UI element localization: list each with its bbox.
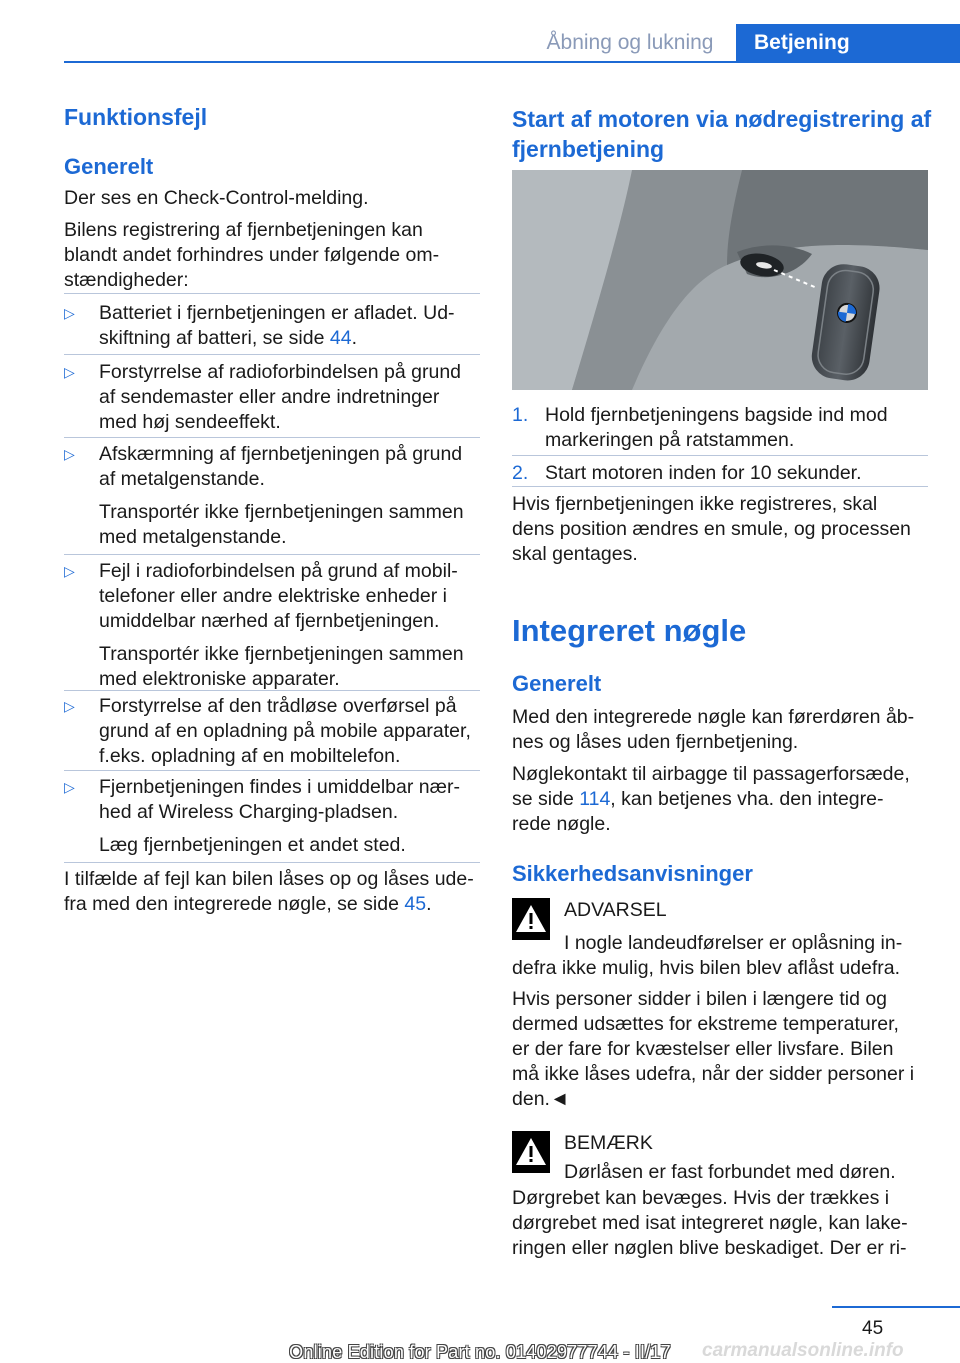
page-link-114[interactable]: 114: [579, 788, 611, 810]
text-line: markeringen på ratstammen.: [545, 429, 795, 451]
airbag-paragraph: [512, 762, 932, 837]
watermark: carmanualsonline.info: [702, 1340, 904, 1361]
section-tab[interactable]: Åbning og lukning: [546, 31, 714, 54]
text-line: [99, 326, 515, 351]
note-block: [512, 1131, 932, 1183]
text-line: umiddelbar nærhed af fjernbetjeningen.: [99, 610, 440, 632]
text-line: grund af en opladning på mobile apparater,: [99, 720, 471, 742]
integrated-key-paragraph: [512, 705, 932, 755]
warning-paragraph: [512, 987, 932, 1112]
list-divider: [64, 554, 480, 555]
list-divider: [64, 690, 480, 691]
text-line: skal gentages.: [512, 543, 638, 565]
text-line: dens position ændres en smule, og processen: [512, 518, 911, 540]
text-line: Bilens registrering af fjernbetjeningen kan: [64, 219, 423, 241]
text-line: Batteriet i fjernbetjeningen er afladet. Ud-: [99, 302, 455, 324]
text-line: er der fare for kvæstelser eller livsfare. Bilen: [512, 1038, 894, 1060]
page-number: 45: [862, 1318, 884, 1339]
list-item: [64, 775, 515, 858]
list-item: [64, 301, 515, 351]
heading-line: Start af motoren via nødregistrering af: [512, 106, 932, 132]
warning-triangle-icon: [512, 1131, 550, 1173]
text-line: med elektroniske apparater.: [99, 668, 340, 690]
text-line: Hvis personer sidder i bilen i længere tid og: [512, 988, 888, 1010]
text-line: Læg fjernbetjeningen et andet sted.: [99, 834, 406, 856]
text-span: se side: [512, 788, 580, 810]
chapter-tab[interactable]: Betjening: [736, 24, 960, 61]
text-line: dørgrebet med isat integreret nøgle, kan lake-: [512, 1212, 908, 1234]
text-line: Dørgrebet kan bevæges. Hvis der trækkes i: [512, 1187, 890, 1209]
text-span: .: [426, 893, 432, 915]
text-line: Start motoren inden for 10 sekunder.: [545, 462, 862, 484]
text-line: Transportér ikke fjernbetjeningen sammen: [99, 501, 464, 523]
edition-footer: Online Edition for Part no. 01402977744 - II/17: [289, 1342, 671, 1362]
steering-column-drawing: [512, 170, 928, 390]
text-line: blandt andet forhindres under følgende om-: [64, 244, 440, 266]
warning-block: [512, 898, 932, 954]
note-paragraph: [512, 1186, 932, 1261]
list-divider: [64, 293, 480, 294]
text-line: hed af Wireless Charging-pladsen.: [99, 801, 399, 823]
text-line: [64, 892, 484, 917]
list-item: [64, 360, 515, 435]
text-line: Hold fjernbetjeningens bagside ind mod: [545, 404, 888, 426]
page-link-44[interactable]: 44: [329, 327, 352, 349]
text-line: [512, 787, 932, 812]
warning-label: ADVARSEL: [564, 899, 667, 921]
text-line: nes og låses uden fjernbetjening.: [512, 731, 799, 753]
text-span: fra med den integrerede nøgle, se side: [64, 893, 405, 915]
text-line: Fejl i radioforbindelsen på grund af mobil-: [99, 560, 458, 582]
triangle-bullet-icon: ▷: [64, 305, 75, 321]
note-label: BEMÆRK: [564, 1132, 653, 1154]
step-number: 2.: [512, 462, 529, 484]
text-span: , kan betjenes vha. den integre-: [610, 788, 884, 810]
heading-safety: Sikkerhedsanvisninger: [512, 861, 753, 886]
text-line: rede nøgle.: [512, 813, 611, 835]
text-line: Forstyrrelse af radioforbindelsen på grund: [99, 361, 462, 383]
text-span: .: [351, 327, 357, 349]
list-item: [64, 694, 515, 769]
text-line: af sendemaster eller andre indretninger: [99, 386, 440, 408]
heading-general: Generelt: [64, 154, 154, 179]
page-link-45[interactable]: 45: [404, 893, 427, 915]
triangle-bullet-icon: ▷: [64, 779, 75, 795]
text-line: telefoner eller andre elektriske enheder i: [99, 585, 447, 607]
text-span: skiftning af batteri, se side: [99, 327, 330, 349]
triangle-bullet-icon: ▷: [64, 563, 75, 579]
triangle-bullet-icon: ▷: [64, 698, 75, 714]
fallback-paragraph: [64, 867, 484, 917]
footer-rule: [832, 1306, 960, 1308]
text-line: f.eks. opladning af en mobiltelefon.: [99, 745, 401, 767]
triangle-bullet-icon: ▷: [64, 446, 75, 462]
intro-paragraph: [64, 218, 480, 293]
text-line: Nøglekontakt til airbagge til passagerforsæde,: [512, 763, 910, 785]
text-line: Fjernbetjeningen findes i umiddelbar nær-: [99, 776, 460, 798]
text-line: Afskærmning af fjernbetjeningen på grund: [99, 443, 463, 465]
warning-triangle-icon: [512, 898, 550, 940]
list-item: [64, 559, 515, 692]
text-line: den.◄: [512, 1088, 570, 1110]
text-line: defra ikke mulig, hvis bilen blev aflåst udefra.: [512, 957, 901, 979]
list-divider: [64, 354, 480, 355]
header-rule: [64, 61, 960, 63]
text-line: med høj sendeeffekt.: [99, 411, 281, 433]
text-line: Forstyrrelse af den trådløse overførsel på: [99, 695, 457, 717]
heading-malfunction: Funktionsfejl: [64, 104, 208, 130]
text-line: stændigheder:: [64, 269, 189, 291]
text-line: Transportér ikke fjernbetjeningen sammen: [99, 643, 464, 665]
list-divider: [64, 770, 480, 771]
text-line: Hvis fjernbetjeningen ikke registreres, skal: [512, 493, 878, 515]
text-line: dermed udsættes for ekstreme temperaturer,: [512, 1013, 899, 1035]
step-number: 1.: [512, 404, 529, 426]
list-item: [512, 403, 960, 453]
list-divider: [64, 437, 480, 438]
text-line: Dørlåsen er fast forbundet med døren.: [564, 1161, 896, 1183]
list-divider: [64, 862, 480, 863]
heading-integrated-key: Integreret nøgle: [512, 613, 747, 648]
list-item: [512, 461, 960, 486]
check-control-text: Der ses en Check-Control-melding.: [64, 187, 369, 209]
retry-paragraph: [512, 492, 932, 567]
text-line: I nogle landeudførelser er oplåsning in-: [564, 932, 903, 954]
heading-line: fjernbetjening: [512, 136, 665, 162]
heading-emergency-start: [512, 104, 932, 164]
list-divider: [512, 486, 928, 487]
list-divider: [512, 455, 928, 456]
text-line: ringen eller nøglen blive beskadiget. Der er ri-: [512, 1237, 907, 1259]
text-line: I tilfælde af fejl kan bilen låses op og låses ude-: [64, 868, 474, 890]
list-item: [64, 442, 515, 550]
text-line: af metalgenstande.: [99, 468, 265, 490]
emergency-detection-illustration: [512, 170, 928, 390]
text-line: må ikke låses udefra, når der sidder personer i: [512, 1063, 915, 1085]
text-line: Med den integrerede nøgle kan førerdøren åb-: [512, 706, 915, 728]
text-line: med metalgenstande.: [99, 526, 287, 548]
heading-general-key: Generelt: [512, 671, 602, 696]
page-header: [0, 0, 960, 64]
triangle-bullet-icon: ▷: [64, 364, 75, 380]
